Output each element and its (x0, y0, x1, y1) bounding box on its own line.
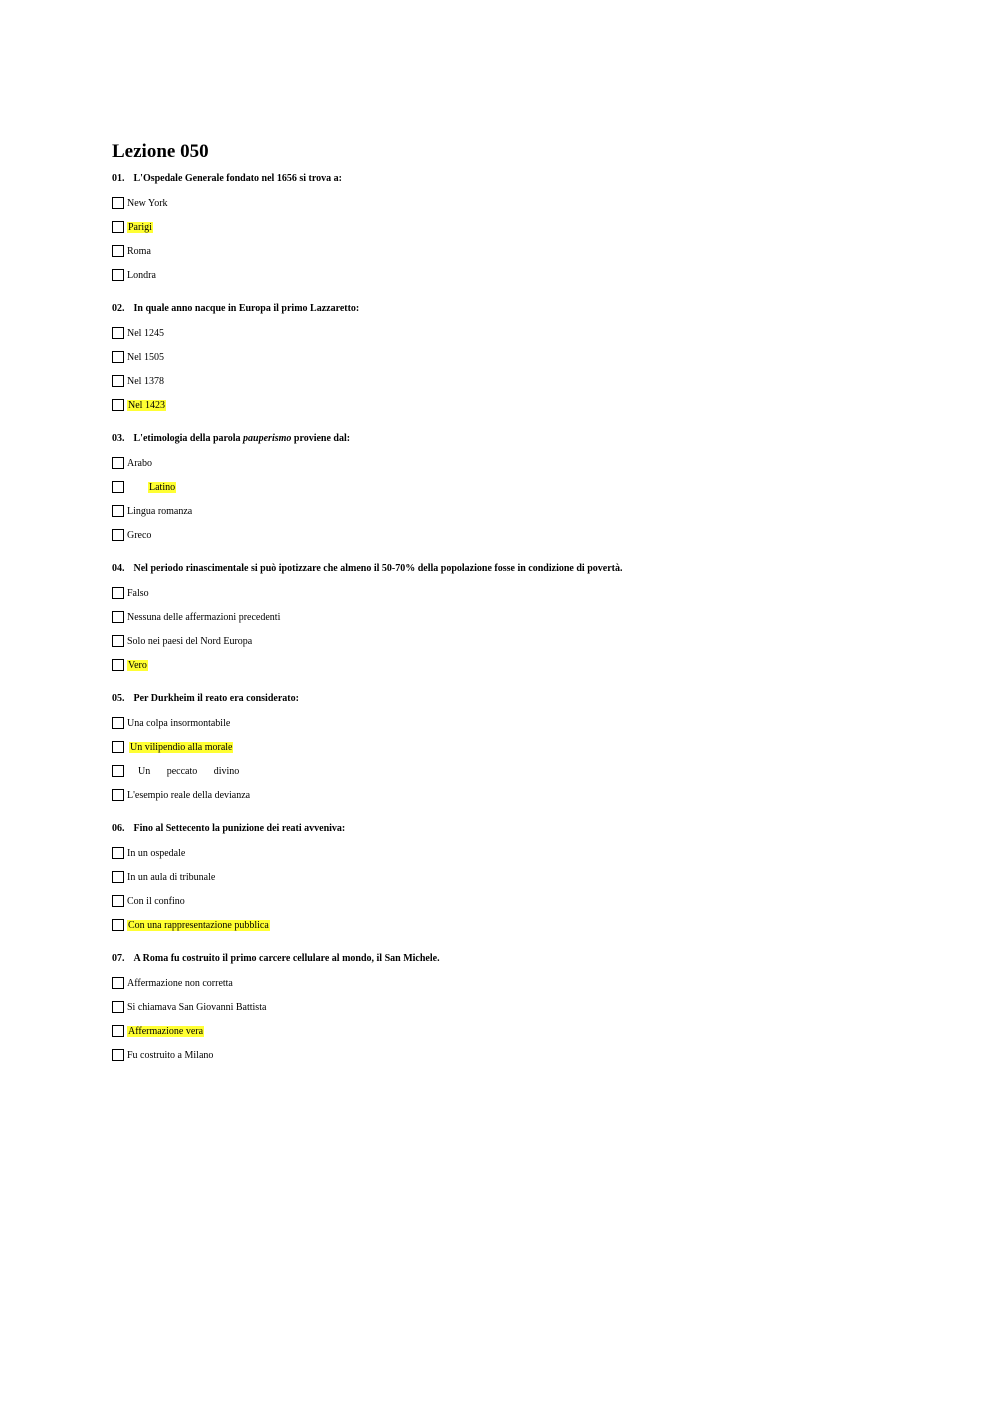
answer-label: Un peccato divino (138, 765, 240, 777)
question-05 (112, 691, 892, 807)
question-label: In quale anno nacque in Europa il primo Lazzaretto: (133, 303, 360, 314)
question-text (112, 431, 892, 447)
answer-option[interactable] (112, 629, 892, 653)
answer-checkbox[interactable] (112, 529, 124, 541)
question-number: 07. (112, 953, 125, 964)
answer-label: Affermazione vera (128, 1025, 204, 1037)
answer-option[interactable] (112, 913, 892, 937)
answer-checkbox[interactable] (112, 765, 124, 777)
answer-option[interactable] (112, 451, 892, 475)
answer-option[interactable] (112, 499, 892, 523)
question-04 (112, 561, 892, 677)
answer-checkbox[interactable] (112, 871, 124, 883)
answer-checkbox[interactable] (112, 659, 124, 671)
answer-label: Fu costruito a Milano (127, 1049, 214, 1061)
answer-label: Una colpa insormontabile (127, 717, 231, 729)
answer-option[interactable] (112, 841, 892, 865)
question-number: 04. (112, 563, 125, 574)
answer-label: In un aula di tribunale (127, 871, 216, 883)
answer-label: Con il confino (127, 895, 185, 907)
answer-option[interactable] (112, 393, 892, 417)
question-03 (112, 431, 892, 547)
answer-checkbox[interactable] (112, 505, 124, 517)
answer-checkbox[interactable] (112, 635, 124, 647)
answer-label: Affermazione non corretta (127, 977, 233, 989)
question-text (112, 171, 892, 187)
answer-checkbox[interactable] (112, 789, 124, 801)
answer-label: Nel 1505 (127, 351, 164, 363)
answer-label: Vero (128, 659, 147, 671)
question-02 (112, 301, 892, 417)
answer-checkbox[interactable] (112, 741, 124, 753)
answer-checkbox[interactable] (112, 919, 124, 931)
question-label-italic: pauperismo (243, 433, 292, 444)
answer-label: Nel 1423 (128, 399, 165, 411)
answer-checkbox[interactable] (112, 847, 124, 859)
answer-label: L'esempio reale della devianza (127, 789, 251, 801)
answer-checkbox[interactable] (112, 1049, 124, 1061)
answer-option[interactable] (112, 1043, 892, 1067)
answer-option[interactable] (112, 605, 892, 629)
question-number: 06. (112, 823, 125, 834)
question-number: 03. (112, 433, 125, 444)
answer-checkbox[interactable] (112, 221, 124, 233)
question-label-after: proviene dal: (291, 433, 351, 444)
answer-option[interactable] (112, 889, 892, 913)
answer-checkbox[interactable] (112, 375, 124, 387)
answer-label: Lingua romanza (127, 505, 193, 517)
answer-option[interactable] (112, 735, 892, 759)
answer-checkbox[interactable] (112, 977, 124, 989)
page-title: Lezione 050 (112, 141, 209, 162)
answer-label: In un ospedale (127, 847, 186, 859)
answer-label: Nessuna delle affermazioni precedenti (127, 611, 281, 623)
question-label: A Roma fu costruito il primo carcere cellulare al mondo, il San Michele. (133, 953, 440, 964)
question-01 (112, 171, 892, 287)
answer-checkbox[interactable] (112, 1001, 124, 1013)
answer-option[interactable] (112, 523, 892, 547)
answer-option[interactable] (112, 263, 892, 287)
answer-label: Arabo (127, 457, 152, 469)
answer-label: New York (127, 197, 168, 209)
answer-checkbox[interactable] (112, 895, 124, 907)
question-text (112, 951, 892, 967)
answer-label: Solo nei paesi del Nord Europa (127, 635, 253, 647)
question-number: 02. (112, 303, 125, 314)
question-text (112, 691, 892, 707)
answer-checkbox[interactable] (112, 327, 124, 339)
answer-checkbox[interactable] (112, 1025, 124, 1037)
answer-option[interactable] (112, 321, 892, 345)
answer-label: Falso (127, 587, 149, 599)
answer-label: Greco (127, 529, 152, 541)
answer-option[interactable] (112, 475, 892, 499)
answer-checkbox[interactable] (112, 197, 124, 209)
answer-option[interactable] (112, 653, 892, 677)
answer-checkbox[interactable] (112, 611, 124, 623)
question-text (112, 301, 892, 317)
answer-option[interactable] (112, 369, 892, 393)
answer-checkbox[interactable] (112, 587, 124, 599)
question-number: 01. (112, 173, 125, 184)
question-label: Nel periodo rinascimentale si può ipotizzare che almeno il 50-70% della popolazione fosse in condizione di povertà. (133, 563, 623, 574)
answer-checkbox[interactable] (112, 351, 124, 363)
answer-label: Nel 1245 (127, 327, 164, 339)
answer-option[interactable] (112, 711, 892, 735)
answer-option[interactable] (112, 1019, 892, 1043)
answer-label: Roma (127, 245, 151, 257)
question-07 (112, 951, 892, 1067)
answer-checkbox[interactable] (112, 717, 124, 729)
question-text (112, 561, 892, 577)
answer-option[interactable] (112, 345, 892, 369)
answer-label: Si chiamava San Giovanni Battista (127, 1001, 267, 1013)
answer-label: Nel 1378 (127, 375, 164, 387)
answer-checkbox[interactable] (112, 457, 124, 469)
answer-checkbox[interactable] (112, 481, 124, 493)
answer-label: Con una rappresentazione pubblica (128, 919, 269, 931)
answer-option[interactable] (112, 783, 892, 807)
answer-option[interactable] (112, 865, 892, 889)
answer-option[interactable] (112, 215, 892, 239)
answer-label: Londra (127, 269, 156, 281)
question-text (112, 821, 892, 837)
answer-option[interactable] (112, 581, 892, 605)
question-06 (112, 821, 892, 937)
question-number: 05. (112, 693, 125, 704)
answer-option[interactable] (112, 239, 892, 263)
answer-option[interactable] (112, 759, 892, 783)
question-label-before: L'etimologia della parola (133, 433, 244, 444)
answer-checkbox[interactable] (112, 399, 124, 411)
question-label: Per Durkheim il reato era considerato: (133, 693, 299, 704)
quiz-page (112, 141, 892, 1081)
answer-checkbox[interactable] (112, 269, 124, 281)
answer-checkbox[interactable] (112, 245, 124, 257)
answer-label: Un vilipendio alla morale (130, 741, 233, 753)
question-label: Fino al Settecento la punizione dei reati avveniva: (133, 823, 346, 834)
answer-option[interactable] (112, 971, 892, 995)
answer-label: Latino (149, 481, 176, 493)
question-label: L'Ospedale Generale fondato nel 1656 si trova a: (133, 173, 342, 184)
answer-label: Parigi (128, 221, 152, 233)
answer-option[interactable] (112, 995, 892, 1019)
answer-option[interactable] (112, 191, 892, 215)
